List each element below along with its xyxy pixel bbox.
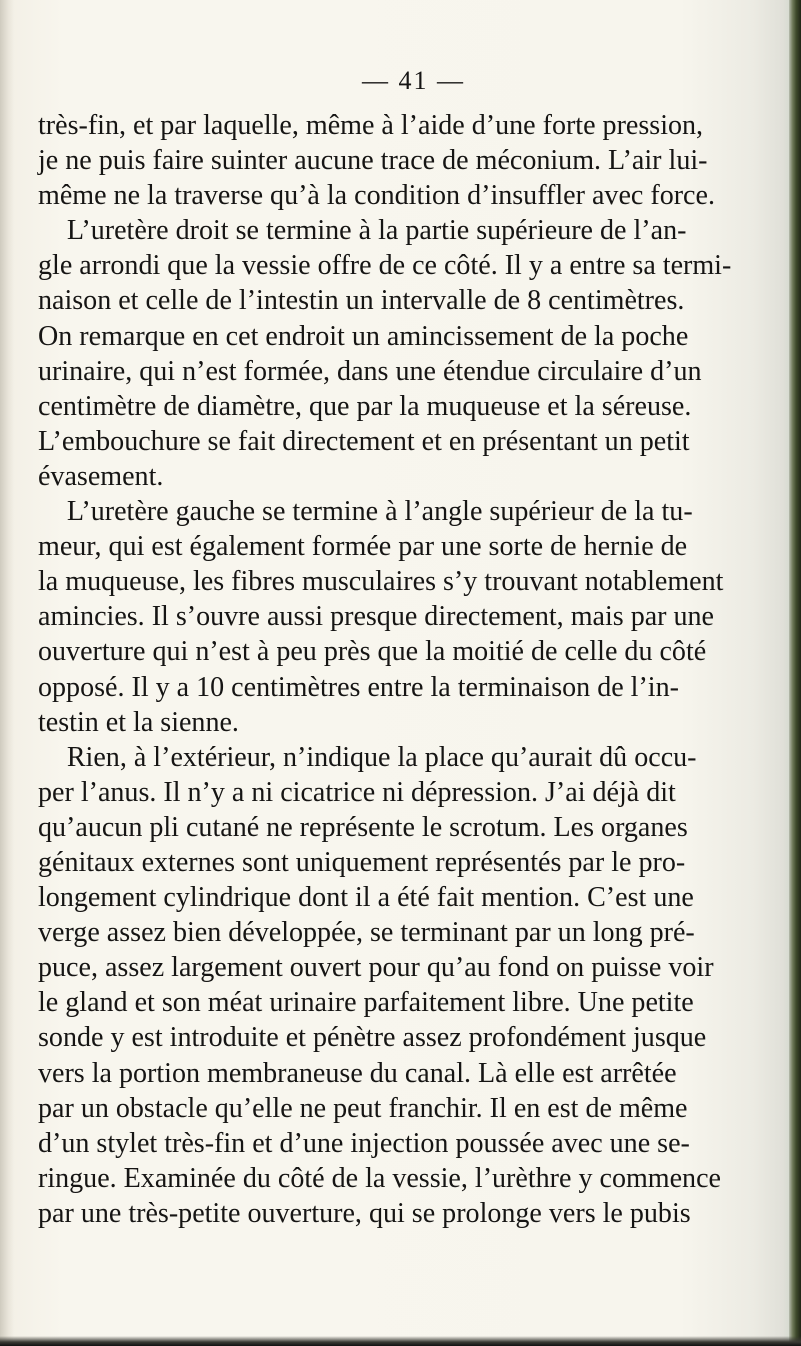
book-binding-edge: [789, 0, 801, 1346]
text-line: évasement.: [38, 460, 164, 492]
text-line: d’un stylet très-fin et d’une injection poussée avec une se-: [38, 1127, 690, 1159]
text-line: centimètre de diamètre, que par la muqueuse et la séreuse.: [38, 390, 692, 422]
text-line: ouverture qui n’est à peu près que la moitié de celle du côté: [38, 636, 707, 668]
text-line: ringue. Examinée du côté de la vessie, l’urèthre y commence: [38, 1162, 721, 1194]
text-line: le gland et son méat urinaire parfaitement libre. Une petite: [38, 987, 694, 1019]
text-line: même ne la traverse qu’à la condition d’insuffler avec force.: [38, 180, 715, 212]
text-line: puce, assez largement ouvert pour qu’au fond on puisse voir: [38, 952, 714, 984]
text-line: verge assez bien développée, se terminant par un long pré-: [38, 917, 695, 949]
page-gutter-shadow: [0, 0, 14, 1346]
text-line: par une très-petite ouverture, qui se prolonge vers le pubis: [38, 1197, 691, 1229]
text-line: L’uretère gauche se termine à l’angle supérieur de la tu-: [66, 496, 693, 528]
text-line: testin et la sienne.: [38, 706, 239, 738]
text-line: longement cylindrique dont il a été fait mention. C’est une: [38, 882, 694, 914]
page-bottom-edge: [0, 1336, 801, 1346]
text-line: amincies. Il s’ouvre aussi presque directement, mais par une: [38, 601, 715, 633]
text-line: gle arrondi que la vessie offre de ce côté. Il y a entre sa termi-: [38, 250, 732, 282]
text-line: L’embouchure se fait directement et en présentant un petit: [38, 425, 690, 457]
text-line: sonde y est introduite et pénètre assez profondément jusque: [38, 1022, 707, 1054]
text-line: On remarque en cet endroit un amincissement de la poche: [38, 320, 689, 352]
text-line: très-fin, et par laquelle, même à l’aide d’une forte pression,: [38, 110, 704, 141]
text-line: je ne puis faire suinter aucune trace de méconium. L’air lui-: [38, 145, 708, 177]
text-line: meur, qui est également formée par une sorte de hernie de: [38, 531, 688, 563]
text-line: vers la portion membraneuse du canal. Là elle est arrêtée: [38, 1057, 677, 1089]
text-line: per l’anus. Il n’y a ni cicatrice ni dépression. J’ai déjà dit: [38, 776, 676, 808]
text-line: Rien, à l’extérieur, n’indique la place qu’aurait dû occu-: [66, 741, 697, 773]
text-line: opposé. Il y a 10 centimètres entre la terminaison de l’in-: [38, 671, 679, 703]
text-line: par un obstacle qu’elle ne peut franchir. Il en est de même: [38, 1092, 688, 1124]
page-number-header: — 41 —: [362, 66, 465, 95]
text-line: la muqueuse, les fibres musculaires s’y trouvant notablement: [38, 566, 724, 598]
text-line: génitaux externes sont uniquement représentés par le pro-: [38, 846, 686, 878]
text-line: urinaire, qui n’est formée, dans une étendue circulaire d’un: [38, 355, 702, 387]
text-line: qu’aucun pli cutané ne représente le scrotum. Les organes: [38, 811, 688, 843]
text-line: L’uretère droit se termine à la partie supérieure de l’an-: [66, 215, 687, 247]
text-line: naison et celle de l’intestin un intervalle de 8 centimètres.: [38, 285, 685, 317]
body-text: [38, 108, 732, 1231]
